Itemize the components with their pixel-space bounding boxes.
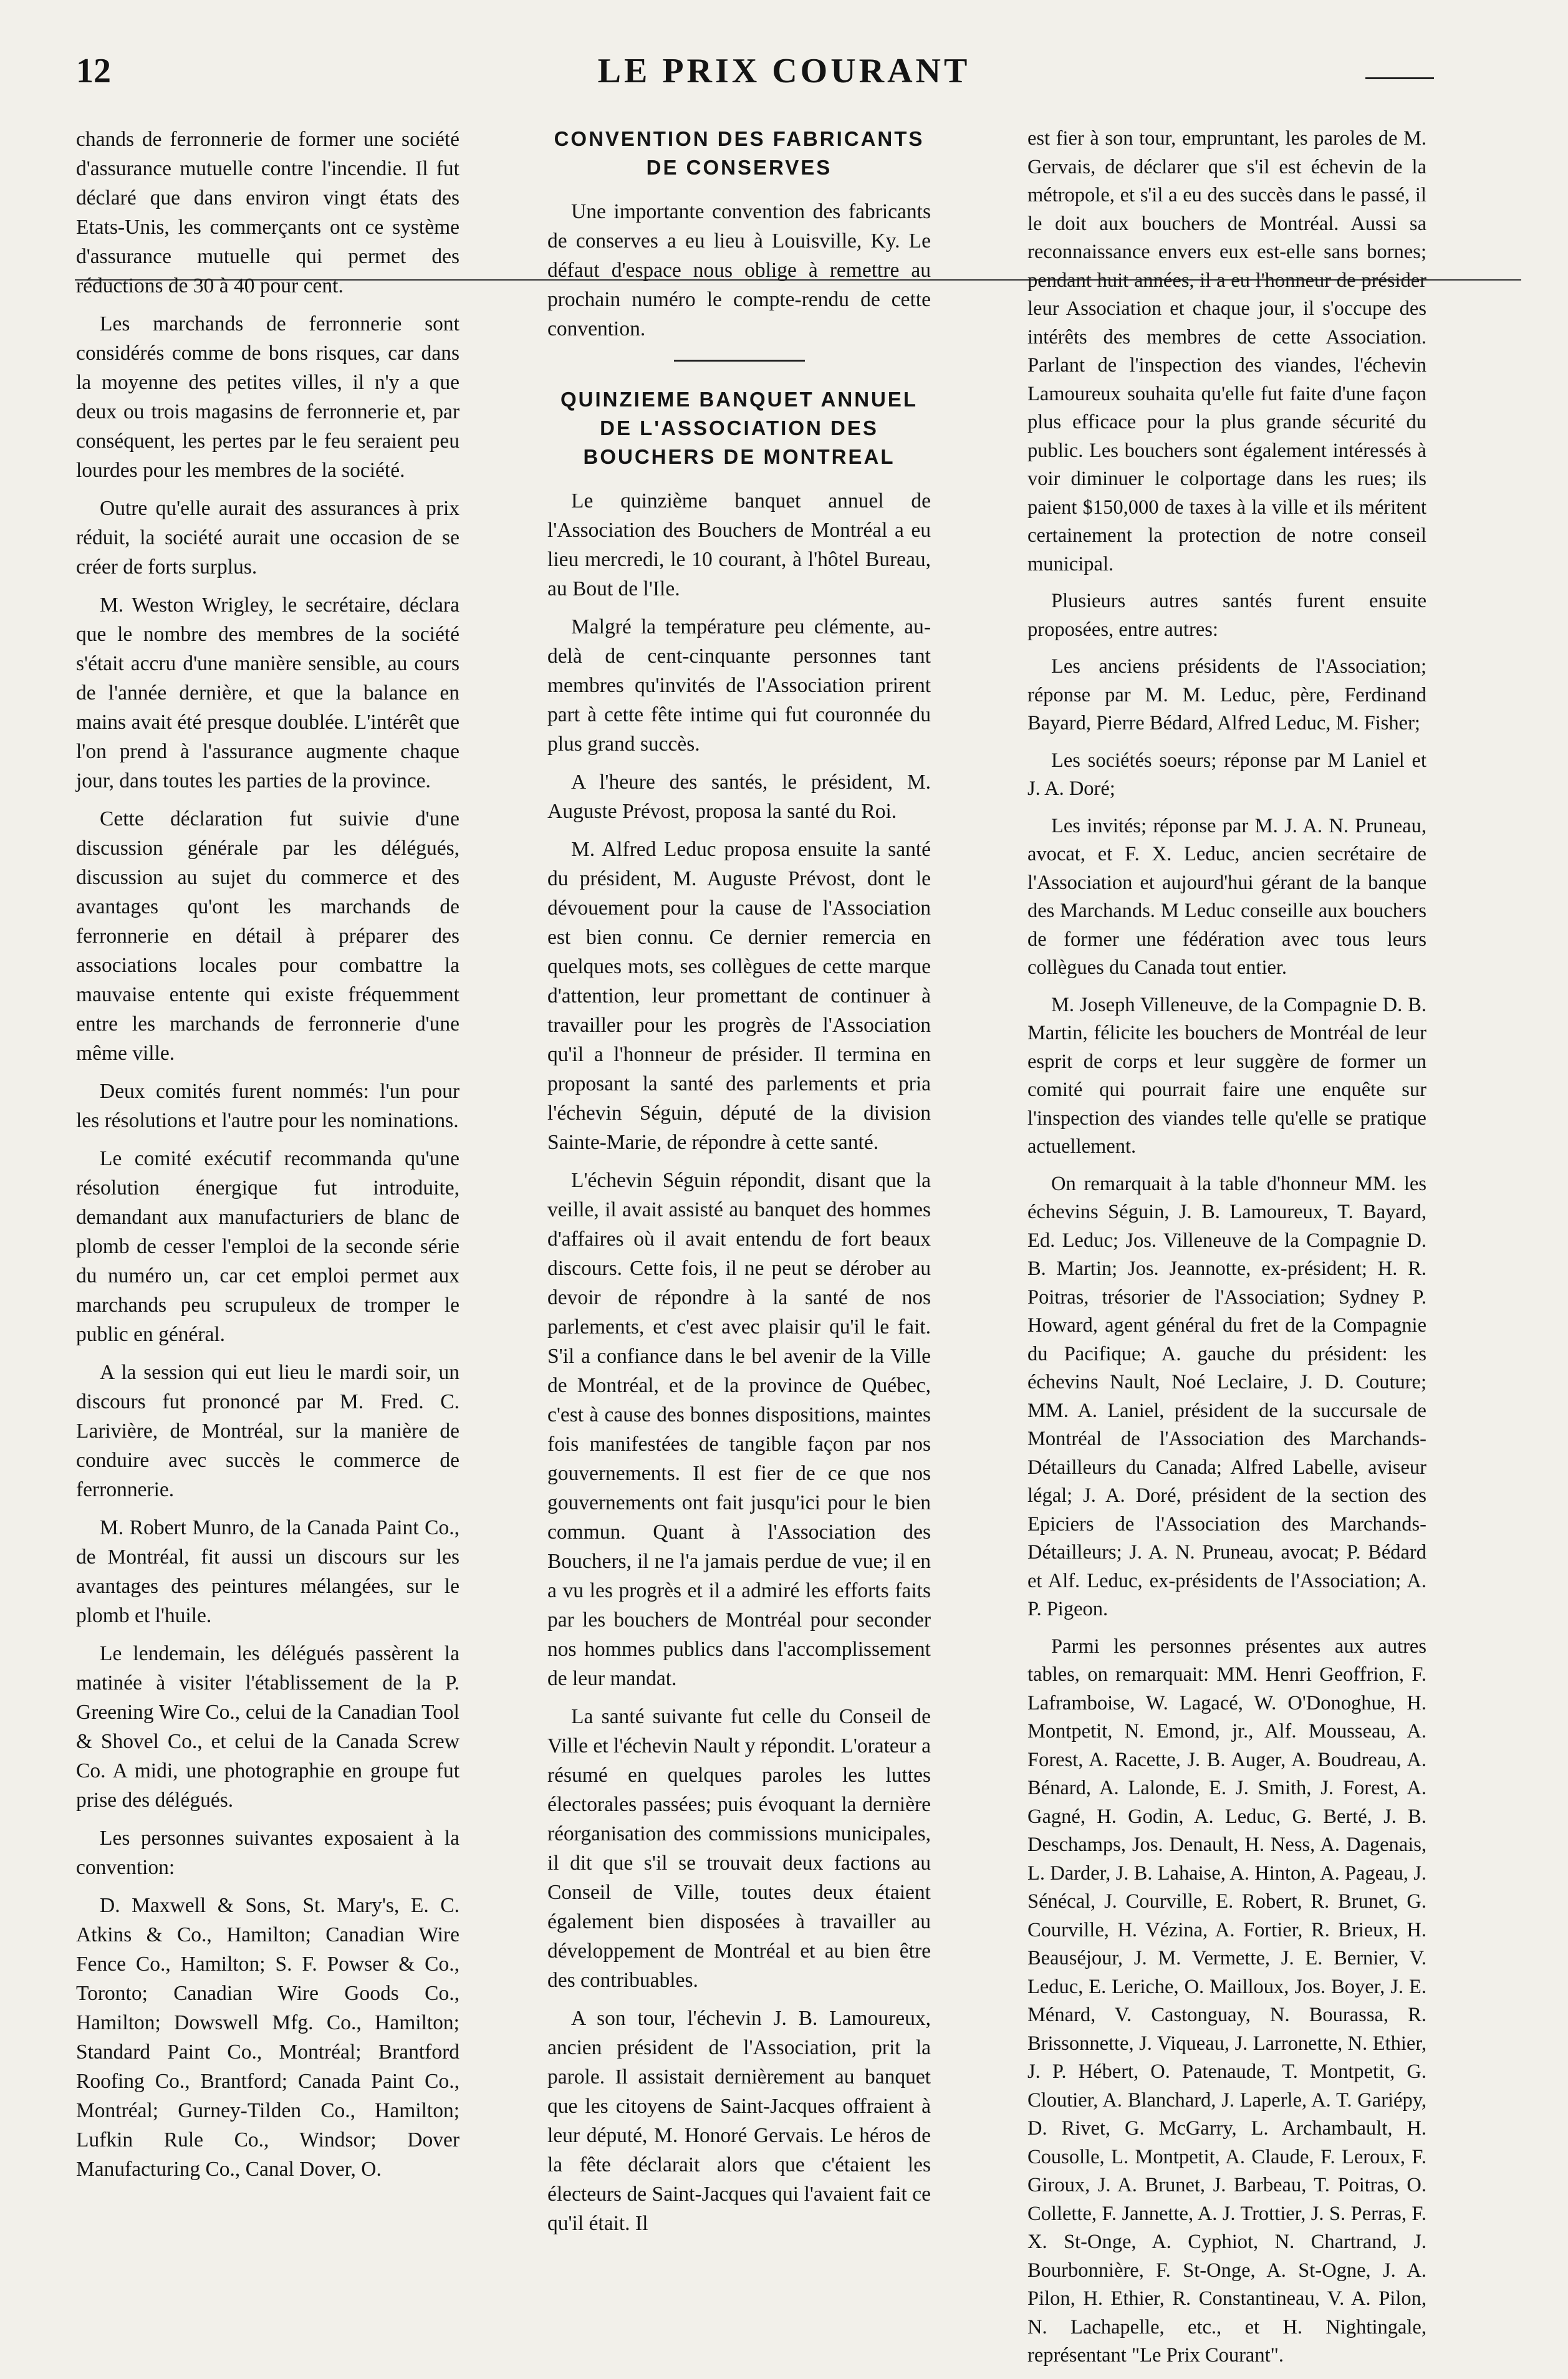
section-divider: [674, 360, 805, 362]
journal-title: LE PRIX COURANT: [597, 52, 971, 90]
paragraph: A son tour, l'échevin J. B. Lamoureux, ancien président de l'Association, prit la parole. Il assistait dernièrement au banquet que les citoyens de Saint-Jacques offraient à leur député, M. Honoré Gervais. Le héros de la fête déclarait alors que c'étaient les électeurs de Saint-Jacques qui l'avaient fait ce qu'il était. Il: [547, 2007, 931, 2235]
paragraph: est fier à son tour, empruntant, les paroles de M. Gervais, de déclarer que s'il est échevin de la métropole, et s'il a eu des succès dans le passé, il le doit aux bouchers de Montréal. Aussi sa reconnaissance envers eux est-elle sans bornes; pendant huit années, il a eu l'honneur de présider leur Association et chaque jour, il s'occupe des intérêts des membres de cette Association. Parlant de l'inspection des viandes, l'échevin Lamoureux souhaita qu'elle fut faite d'une façon plus efficace pour la plus grande sécurité du public. Les bouchers sont également intéressés à voir diminuer le colportage dans les rues; ils paient $150,000 de taxes à la ville et ils méritent certainement la protection de notre conseil municipal.: [1027, 127, 1426, 575]
page-header: [0, 51, 1568, 95]
column-right: [1027, 125, 1426, 2379]
paragraph: Plusieurs autres santés furent ensuite proposées, entre autres:: [1027, 590, 1426, 641]
paragraph: Le comité exécutif recommanda qu'une résolution énergique fut introduite, demandant aux manufacturiers de blanc de plomb de cesser l'emploi de la seconde série du numéro un, car cet emploi permet aux marchands peu scrupuleux de tromper le public en général.: [76, 1147, 459, 1346]
paragraph: La santé suivante fut celle du Conseil de Ville et l'échevin Nault y répondit. L'orateur a résumé en quelques paroles les luttes électorales passées; puis évoquant la dernière réorganisation des commissions municipales, il dit que s'il se trouvait deux factions au Conseil de Ville, toutes deux étaient également bien disposées à travailler au développement de Montréal et au bien être des contribuables.: [547, 1705, 931, 1992]
paragraph: On remarquait à la table d'honneur MM. les échevins Séguin, J. B. Lamoureux, T. Bayard, Ed. Leduc; Jos. Villeneuve de la Compagnie D. B. Martin; Jos. Jeannotte, ex-président; H. R. Poitras, trésorier de l'Association; Sydney P. Howard, agent général du fret de la Compagnie du Pacifique; A. gauche du président: les échevins Nault, Noé Leclaire, J. D. Couture; MM. A. Laniel, président de la succursale de Montréal de l'Association des Marchands-Détailleurs du Canada; Alfred Labelle, aviseur légal; J. A. Doré, président de la section des Epiciers de l'Association des Marchands-Détailleurs; J. A. N. Pruneau, avocat; P. Bédard et Alf. Leduc, ex-présidents de l'Association; A. P. Pigeon.: [1027, 1172, 1426, 1620]
paragraph: Les marchands de ferronnerie sont considérés comme de bons risques, car dans la moyenne des petites villes, il n'y a que deux ou trois magasins de ferronnerie et, par conséquent, les pertes par le feu seraient peu lourdes pour les membres de la société.: [76, 312, 459, 482]
paragraph: Malgré la température peu clémente, au-delà de cent-cinquante personnes tant membres qu'invités de l'Association prirent part à cette fête intime qui fut couronnée du plus grand succès.: [547, 615, 931, 756]
column-middle: [547, 125, 931, 2247]
paragraph: M. Robert Munro, de la Canada Paint Co., de Montréal, fit aussi un discours sur les avantages des peintures mélangées, sur le plomb et l'huile.: [76, 1516, 459, 1627]
paragraph: Le lendemain, les délégués passèrent la matinée à visiter l'établissement de la P. Greening Wire Co., celui de la Canadian Tool & Shovel Co., et celui de la Canada Screw Co. A midi, une photographie en groupe fut prise des délégués.: [76, 1642, 459, 1812]
paragraph: M. Alfred Leduc proposa ensuite la santé du président, M. Auguste Prévost, dont le dévouement pour la cause de l'Association est bien connu. Ce dernier remercia en quelques mots, ses collègues de cette marque d'attention, leur promettant de continuer à travailler pour les progrès de l'Association qu'il a l'honneur de présider. Il termina en proposant la santé des parlements et pria l'échevin Séguin, député de la division Sainte-Marie, de répondre à cette santé.: [547, 838, 931, 1154]
header-rule: [1365, 77, 1434, 79]
paragraph: M. Joseph Villeneuve, de la Compagnie D. B. Martin, félicite les bouchers de Montréal de leur esprit de corps et leur suggère de former un comité qui pourrait faire une enquête sur l'inspection des viandes telle qu'elle se pratique actuellement.: [1027, 993, 1426, 1158]
article-heading-banquet: QUINZIEME BANQUET ANNUEL DE L'ASSOCIATION DES BOUCHERS DE MONTREAL: [560, 388, 918, 468]
paragraph: Les personnes suivantes exposaient à la convention:: [76, 1827, 459, 1879]
paragraph: chands de ferronnerie de former une société d'assurance mutuelle contre l'incendie. Il fut déclaré que dans environ vingt états des Etats-Unis, les commerçants ont ce système d'assurance mutuelle qui permet des réductions de 30 à 40 pour cent.: [76, 128, 459, 297]
column-left: [76, 125, 459, 2193]
paragraph: L'échevin Séguin répondit, disant que la veille, il avait assisté au banquet des hommes d'affaires où il avait entendu de fort beaux discours. Cette fois, il ne peut se dérober au devoir de répondre à la santé de nos parlements, et c'est avec plaisir qu'il le fait. S'il a confiance dans le bel avenir de la Ville de Montréal, et de la province de Québec, c'est à cause des bonnes dispositions, maintes fois manifestées de tangible façon par nos gouvernements. Il est fier de ce que nos gouvernements ont fait jusqu'ici pour le bien commun. Quant à l'Association des Bouchers, il ne l'a jamais perdue de vue; il en a vu les progrès et il a admiré les efforts faits par les bouchers de Montréal pour seconder nos hommes publics dans l'accomplissement de leur mandat.: [547, 1169, 931, 1690]
paragraph: Une importante convention des fabricants de conserves a eu lieu à Louisville, Ky. Le défaut d'espace nous oblige à remettre au prochain numéro le compte-rendu de cette convention.: [547, 200, 931, 340]
exhibitor-list: D. Maxwell & Sons, St. Mary's, E. C. Atkins & Co., Hamilton; Canadian Wire Fence Co., Hamilton; S. F. Powser & Co., Toronto; Canadian Wire Goods Co., Hamilton; Dowswell Mfg. Co., Hamilton; Standard Paint Co., Montréal; Brantford Roofing Co., Brantford; Canada Paint Co., Montréal; Gurney-Tilden Co., Hamilton; Lufkin Rule Co., Windsor; Dover Manufacturing Co., Canal Dover, O.: [76, 1894, 459, 2181]
page-number: 12: [76, 52, 111, 90]
paragraph: Les invités; réponse par M. J. A. N. Pruneau, avocat, et F. X. Leduc, ancien secrétaire de l'Association et aujourd'hui gérant de la banque des Marchands. M Leduc conseille aux bouchers de former une fédération avec tous leurs collègues du Canada tout entier.: [1027, 814, 1426, 979]
paragraph: Les anciens présidents de l'Association; réponse par M. M. Leduc, père, Ferdinand Bayard, Pierre Bédard, Alfred Leduc, M. Fisher;: [1027, 655, 1426, 734]
paragraph: A l'heure des santés, le président, M. Auguste Prévost, proposa la santé du Roi.: [547, 771, 931, 823]
article-heading-conserves: CONVENTION DES FABRICANTS DE CONSERVES: [554, 127, 925, 179]
paragraph: Les sociétés soeurs; réponse par M Laniel et J. A. Doré;: [1027, 749, 1426, 800]
paragraph: Le quinzième banquet annuel de l'Association des Bouchers de Montréal a eu lieu mercredi, le 10 courant, à l'hôtel Bureau, au Bout de l'Ile.: [547, 489, 931, 600]
paragraph: Outre qu'elle aurait des assurances à prix réduit, la société aurait une occasion de se créer de forts surplus.: [76, 497, 459, 579]
paragraph: A la session qui eut lieu le mardi soir, un discours fut prononcé par M. Fred. C. Larivière, de Montréal, sur la manière de conduire avec succès le commerce de ferronnerie.: [76, 1361, 459, 1501]
paragraph: Deux comités furent nommés: l'un pour les résolutions et l'autre pour les nominations.: [76, 1080, 459, 1132]
attendee-list: Parmi les personnes présentes aux autres tables, on remarquait: MM. Henri Geoffrion, F. Laframboise, W. Lagacé, W. O'Donoghue, H. Montpetit, N. Emond, jr., Alf. Mousseau, A. Forest, A. Racette, J. B. Auger, A. Boudreau, A. Bénard, A. Lalonde, E. J. Smith, J. Forest, A. Gagné, H. Godin, A. Leduc, G. Berté, J. B. Deschamps, Jos. Denault, H. Ness, A. Dagenais, L. Darder, J. B. Lahaise, A. Hinton, A. Pageau, J. Sénécal, J. Courville, E. Robert, R. Brunet, G. Courville, H. Vézina, A. Fortier, R. Brieux, H. Beauséjour, J. M. Vermette, J. E. Bernier, V. Leduc, E. Leriche, O. Mailloux, Jos. Boyer, J. E. Ménard, V. Castonguay, N. Bourassa, R. Brissonnette, J. Viqueau, J. Larronette, N. Ethier, J. P. Hébert, O. Patenaude, T. Montpetit, G. Cloutier, A. Blanchard, J. Laperle, A. T. Gariépy, D. Rivet, G. McGarry, L. Archambault, H. Cousolle, L. Montpetit, A. Claude, F. Leroux, F. Giroux, J. A. Brunet, J. Barbeau, T. Poitras, O. Collette, F. Jannette, A. J. Trottier, J. S. Perras, F. X. St-Onge, A. Cyphiot, N. Chartrand, J. Bourbonnière, F. St-Onge, A. St-Ogne, J. A. Pilon, H. Ethier, R. Constantineau, V. A. Pilon, N. Lachapelle, etc., et H. Nightingale, représentant "Le Prix Courant".: [1027, 1635, 1426, 2367]
paragraph: M. Weston Wrigley, le secrétaire, déclara que le nombre des membres de la société s'était accru d'une manière sensible, au cours de l'année dernière, et que la balance en mains avait été presque doublée. L'intérêt que l'on prend à l'assurance augmente chaque jour, dans toutes les parties de la province.: [76, 594, 459, 792]
paragraph: Cette déclaration fut suivie d'une discussion générale par les délégués, discussion au sujet du commerce et des avantages qu'ont les marchands de ferronnerie en détail à préparer des associations locales pour combattre la mauvaise entente qui existe fréquemment entre les marchands de ferronnerie d'une même ville.: [76, 807, 459, 1065]
